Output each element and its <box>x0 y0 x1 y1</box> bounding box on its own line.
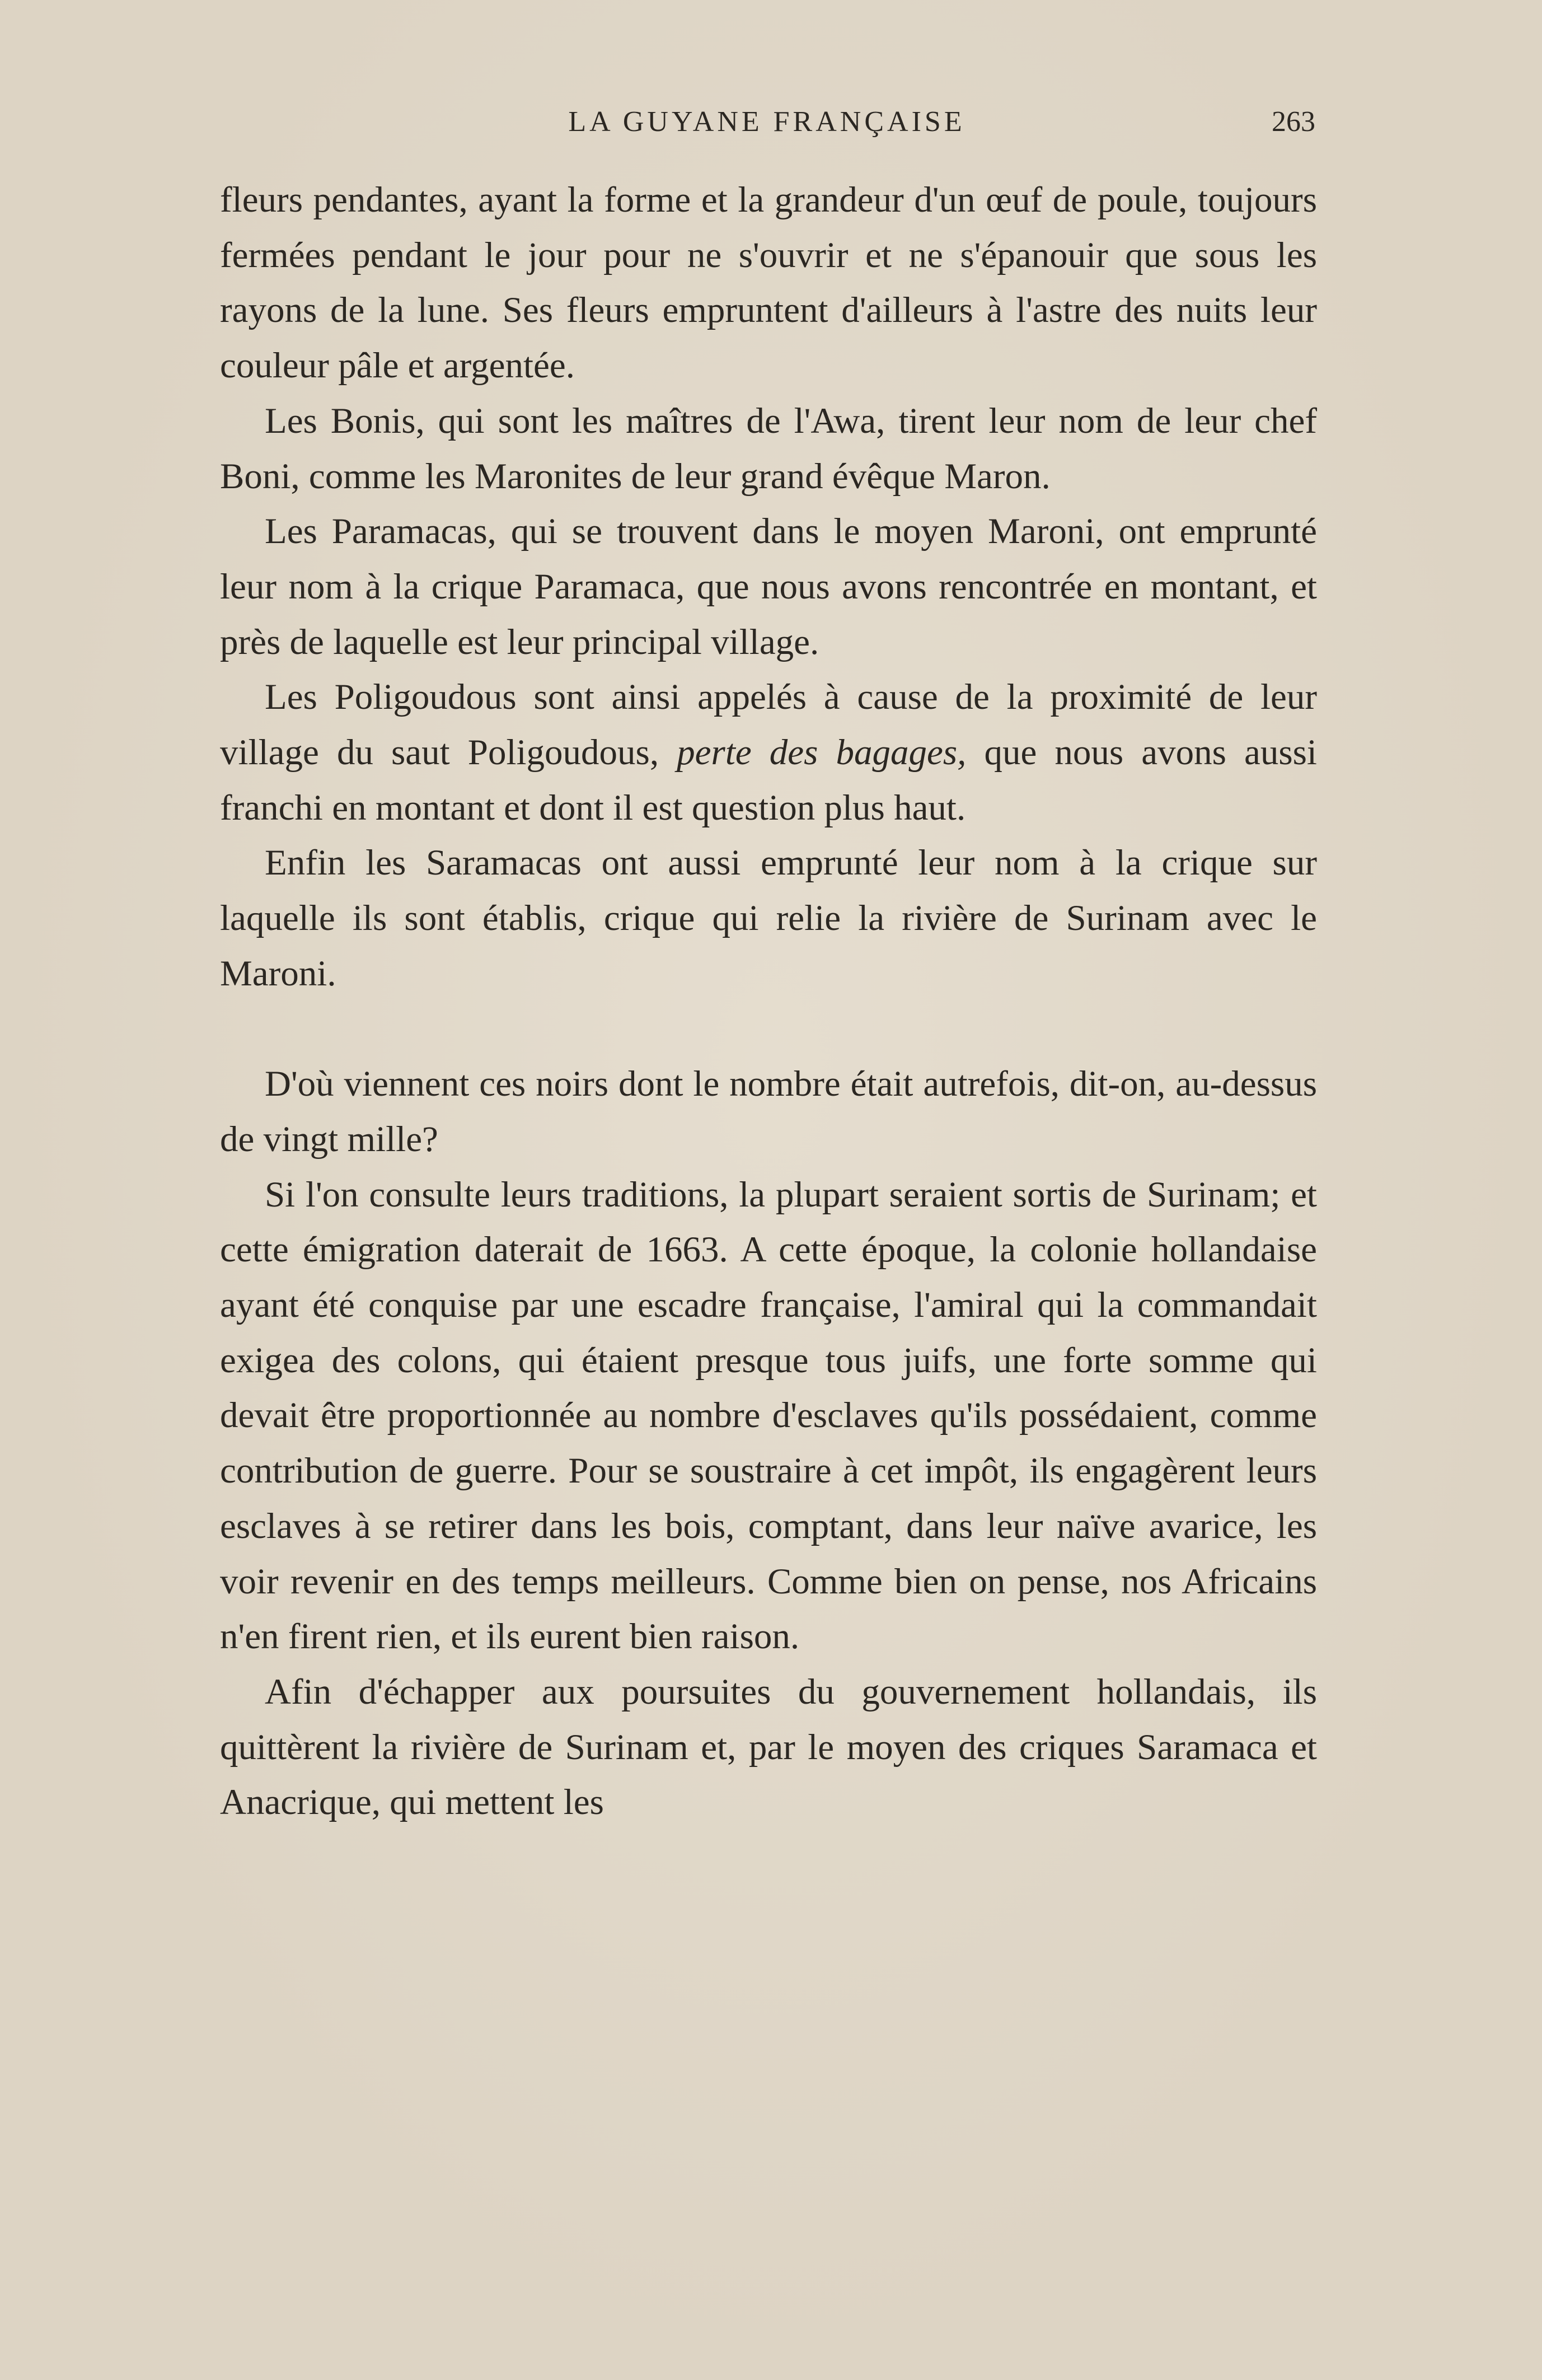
paragraph-7: Si l'on consulte leurs traditions, la plupart seraient sortis de Surinam; et cette émigration daterait de 1663. A cette époque, la colonie hollandaise ayant été conquise par une escadre française, l'amiral qui la commandait exigea des colons, qui étaient presque tous juifs, une forte somme qui devait être proportionnée au nombre d'esclaves qu'ils possédaient, comme contribution de guerre. Pour se soustraire à cet impôt, ils engagèrent leurs esclaves à se retirer dans les bois, comptant, dans leur naïve avarice, les voir revenir en des temps meilleurs. Comme bien on pense, nos Africains n'en firent rien, et ils eurent bien raison. <box>220 1174 1317 1657</box>
paragraph-4-italic: perte des bagages, <box>677 732 967 773</box>
paragraph-1: fleurs pendantes, ayant la forme et la grandeur d'un œuf de poule, toujours fermées pendant le jour pour ne s'ouvrir et ne s'épanouir que sous les rayons de la lune. Ses fleurs empruntent d'ailleurs à l'astre des nuits leur couleur pâle et argentée. <box>220 180 1317 386</box>
page-header <box>218 100 1315 150</box>
paragraph-6: D'où viennent ces noirs dont le nombre était autrefois, dit-on, au-dessus de vingt mille? <box>220 1064 1317 1159</box>
paragraph-3: Les Paramacas, qui se trouvent dans le moyen Maroni, ont emprunté leur nom à la crique Paramaca, que nous avons rencontrée en montant, et près de laquelle est leur principal village. <box>220 511 1317 662</box>
page-number: 263 <box>1272 106 1315 138</box>
body-text <box>220 172 1317 1830</box>
paragraph-2: Les Bonis, qui sont les maîtres de l'Awa, tirent leur nom de leur chef Boni, comme les Maronites de leur grand évêque Maron. <box>220 400 1317 497</box>
paragraph-5: Enfin les Saramacas ont aussi emprunté leur nom à la crique sur laquelle ils sont établis, crique qui relie la rivière de Surinam avec le Maroni. <box>220 843 1317 994</box>
paragraph-4-before: Les Poligoudous sont ainsi appelés à cause de la proximité de leur village du saut Poligoudous, <box>220 677 1317 773</box>
paragraph-8: Afin d'échapper aux poursuites du gouvernement hollandais, ils quittèrent la rivière de Surinam et, par le moyen des criques Saramaca et Anacrique, qui mettent les <box>220 1671 1317 1823</box>
paragraph-4 <box>220 670 1317 835</box>
running-title: LA GUYANE FRANÇAISE <box>568 106 965 138</box>
paragraph-4-after: que nous avons aussi franchi en montant et dont il est question plus haut. <box>220 732 1317 828</box>
section-break <box>220 1002 1317 1057</box>
